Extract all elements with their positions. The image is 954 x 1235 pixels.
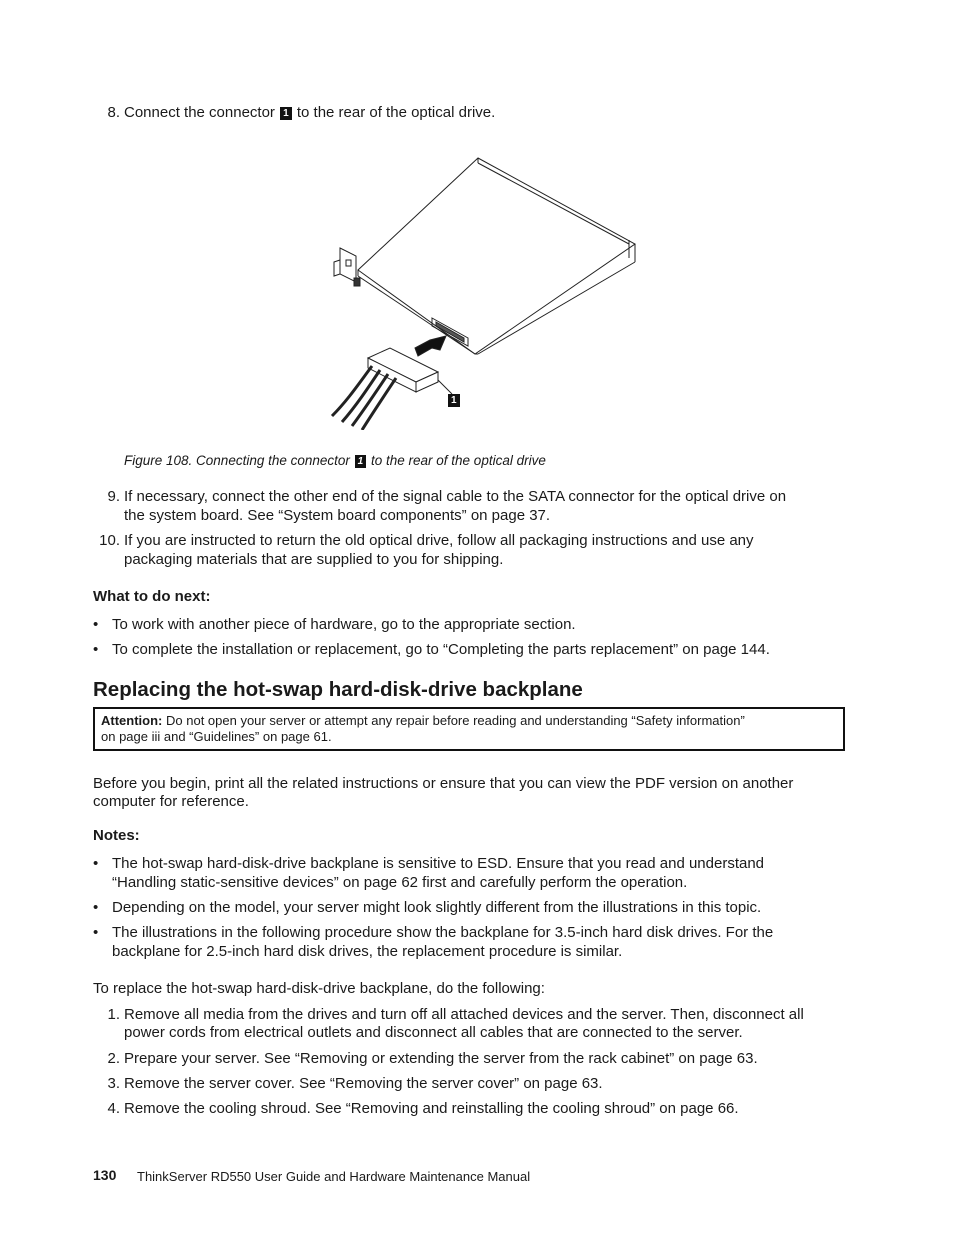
step-text (124, 103, 844, 122)
manual-title: ThinkServer RD550 User Guide and Hardware Maintenance Manual (137, 1169, 531, 1184)
caption-text-before: Figure 108. Connecting the connector (124, 453, 350, 468)
bullet-icon: • (93, 641, 99, 658)
step-text-line: Prepare your server. See “Removing or extending the server from the rack cabinet” on page 63. (124, 1050, 758, 1067)
note-text-line: “Handling static-sensitive devices” on page 62 first and carefully perform the operation. (112, 874, 688, 891)
step-text-line: Remove the cooling shroud. See “Removing and reinstalling the cooling shroud” on page 66. (124, 1100, 739, 1117)
page-number: 130 (93, 1167, 117, 1183)
step-text-line: Remove the server cover. See “Removing the server cover” on page 63. (124, 1075, 603, 1092)
optical-drive-illustration (320, 150, 650, 430)
step-text-line: Remove all media from the drives and turn off all attached devices and the server. Then, disconnect all (124, 1006, 804, 1023)
step-text-line: If you are instructed to return the old optical drive, follow all packaging instructions and use any (124, 532, 754, 549)
bullet-text: To work with another piece of hardware, go to the appropriate section. (112, 616, 576, 633)
bullet-icon: • (93, 616, 99, 633)
step-number: 8. (107, 104, 120, 121)
note-text-line: backplane for 2.5-inch hard disk drives, the replacement procedure is similar. (112, 943, 623, 960)
step-text-line: If necessary, connect the other end of the signal cable to the SATA connector for the optical drive on (124, 488, 787, 505)
attention-label: Attention: (101, 713, 163, 728)
intro-line: computer for reference. (93, 793, 249, 810)
note-text-line: Depending on the model, your server might look slightly different from the illustrations in this topic. (112, 899, 762, 916)
attention-box (93, 707, 845, 751)
what-next-heading: What to do next: (93, 588, 211, 605)
figure-callout-badge: 1 (448, 394, 460, 407)
attention-line (101, 713, 843, 729)
step-text-before: Connect the connector (124, 104, 275, 121)
step-text-line: packaging materials that are supplied to you for shipping. (124, 551, 504, 568)
callout-badge: 1 (280, 107, 292, 120)
step-number: 4. (107, 1100, 120, 1117)
bullet-icon: • (93, 899, 99, 916)
note-text-line: The hot-swap hard-disk-drive backplane is sensitive to ESD. Ensure that you read and understand (112, 855, 765, 872)
bullet-text: To complete the installation or replacement, go to “Completing the parts replacement” on page 144. (112, 641, 770, 658)
step-number: 9. (107, 488, 120, 505)
step-number: 1. (107, 1006, 120, 1023)
attention-text: Do not open your server or attempt any repair before reading and understanding “Safety information” (166, 713, 745, 728)
caption-callout-badge: 1 (355, 455, 367, 468)
caption-text-after: to the rear of the optical drive (371, 453, 546, 468)
step-number: 2. (107, 1050, 120, 1067)
section-title: Replacing the hot-swap hard-disk-drive backplane (93, 678, 583, 701)
intro-line: Before you begin, print all the related instructions or ensure that you can view the PDF version on another (93, 775, 794, 792)
step-number: 10. (99, 532, 120, 549)
bullet-icon: • (93, 855, 99, 872)
procedure-intro: To replace the hot-swap hard-disk-drive backplane, do the following: (93, 980, 545, 997)
figure-caption (124, 451, 546, 470)
step-text-line: power cords from electrical outlets and disconnect all cables that are connected to the server. (124, 1024, 743, 1041)
attention-text-line: on page iii and “Guidelines” on page 61. (101, 729, 332, 744)
step-text-line: the system board. See “System board components” on page 37. (124, 507, 551, 524)
notes-heading: Notes: (93, 827, 140, 844)
bullet-icon: • (93, 924, 99, 941)
step-text-after: to the rear of the optical drive. (296, 104, 496, 121)
note-text-line: The illustrations in the following procedure show the backplane for 3.5-inch hard disk drives. For the (112, 924, 774, 941)
step-number: 3. (107, 1075, 120, 1092)
